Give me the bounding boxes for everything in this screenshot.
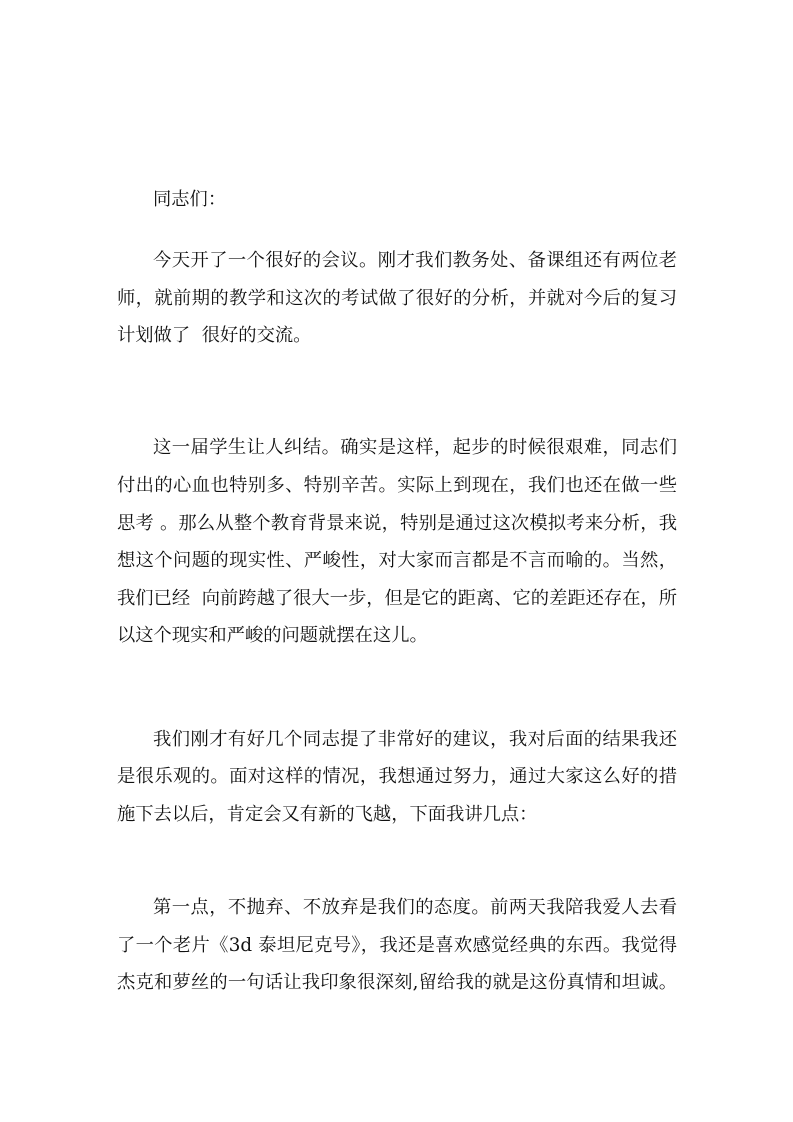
paragraph-4-line-3: 杰克和萝丝的一句话让我印象很深刻,留给我的就是这份真情和坦诚。 [117, 972, 677, 993]
paragraph-4-line-2: 了一个老片《3d 泰坦尼克号》，我还是喜欢感觉经典的东西。我觉得 [117, 935, 677, 956]
paragraph-2-line-1: 这一届学生让人纠结。确实是这样，起步的时候很艰难，同志们 [153, 437, 677, 458]
paragraph-1-line-1: 今天开了一个很好的会议。刚才我们教务处、备课组还有两位老 [153, 250, 677, 271]
paragraph-2-line-4: 想这个问题的现实性、严峻性，对大家而言都是不言而喻的。当然， [117, 550, 677, 571]
paragraph-3-line-2: 是很乐观的。面对这样的情况，我想通过努力，通过大家这么好的措 [117, 766, 677, 787]
paragraph-1-line-3: 计划做了 很好的交流。 [117, 325, 312, 346]
paragraph-1-line-2: 师，就前期的教学和这次的考试做了很好的分析，并就对今后的复习 [117, 288, 677, 309]
paragraph-3-line-3: 施下去以后，肯定会又有新的飞越，下面我讲几点： [117, 804, 538, 825]
paragraph-2-line-5: 我们已经 向前跨越了很大一步，但是它的距离、它的差距还存在，所 [117, 588, 678, 609]
paragraph-2-line-2: 付出的心血也特别多、特别辛苦。实际上到现在，我们也还在做一些 [117, 475, 677, 496]
paragraph-2-line-3: 思考 。那么从整个教育背景来说，特别是通过这次模拟考来分析，我 [117, 513, 677, 534]
paragraph-2-line-6: 以这个现实和严峻的问题就摆在这儿。 [117, 625, 428, 646]
salutation: 同志们： [153, 189, 227, 210]
paragraph-4-line-1: 第一点，不抛弃、不放弃是我们的态度。前两天我陪我爱人去看 [153, 897, 677, 918]
paragraph-3-line-1: 我们刚才有好几个同志提了非常好的建议，我对后面的结果我还 [153, 729, 677, 750]
